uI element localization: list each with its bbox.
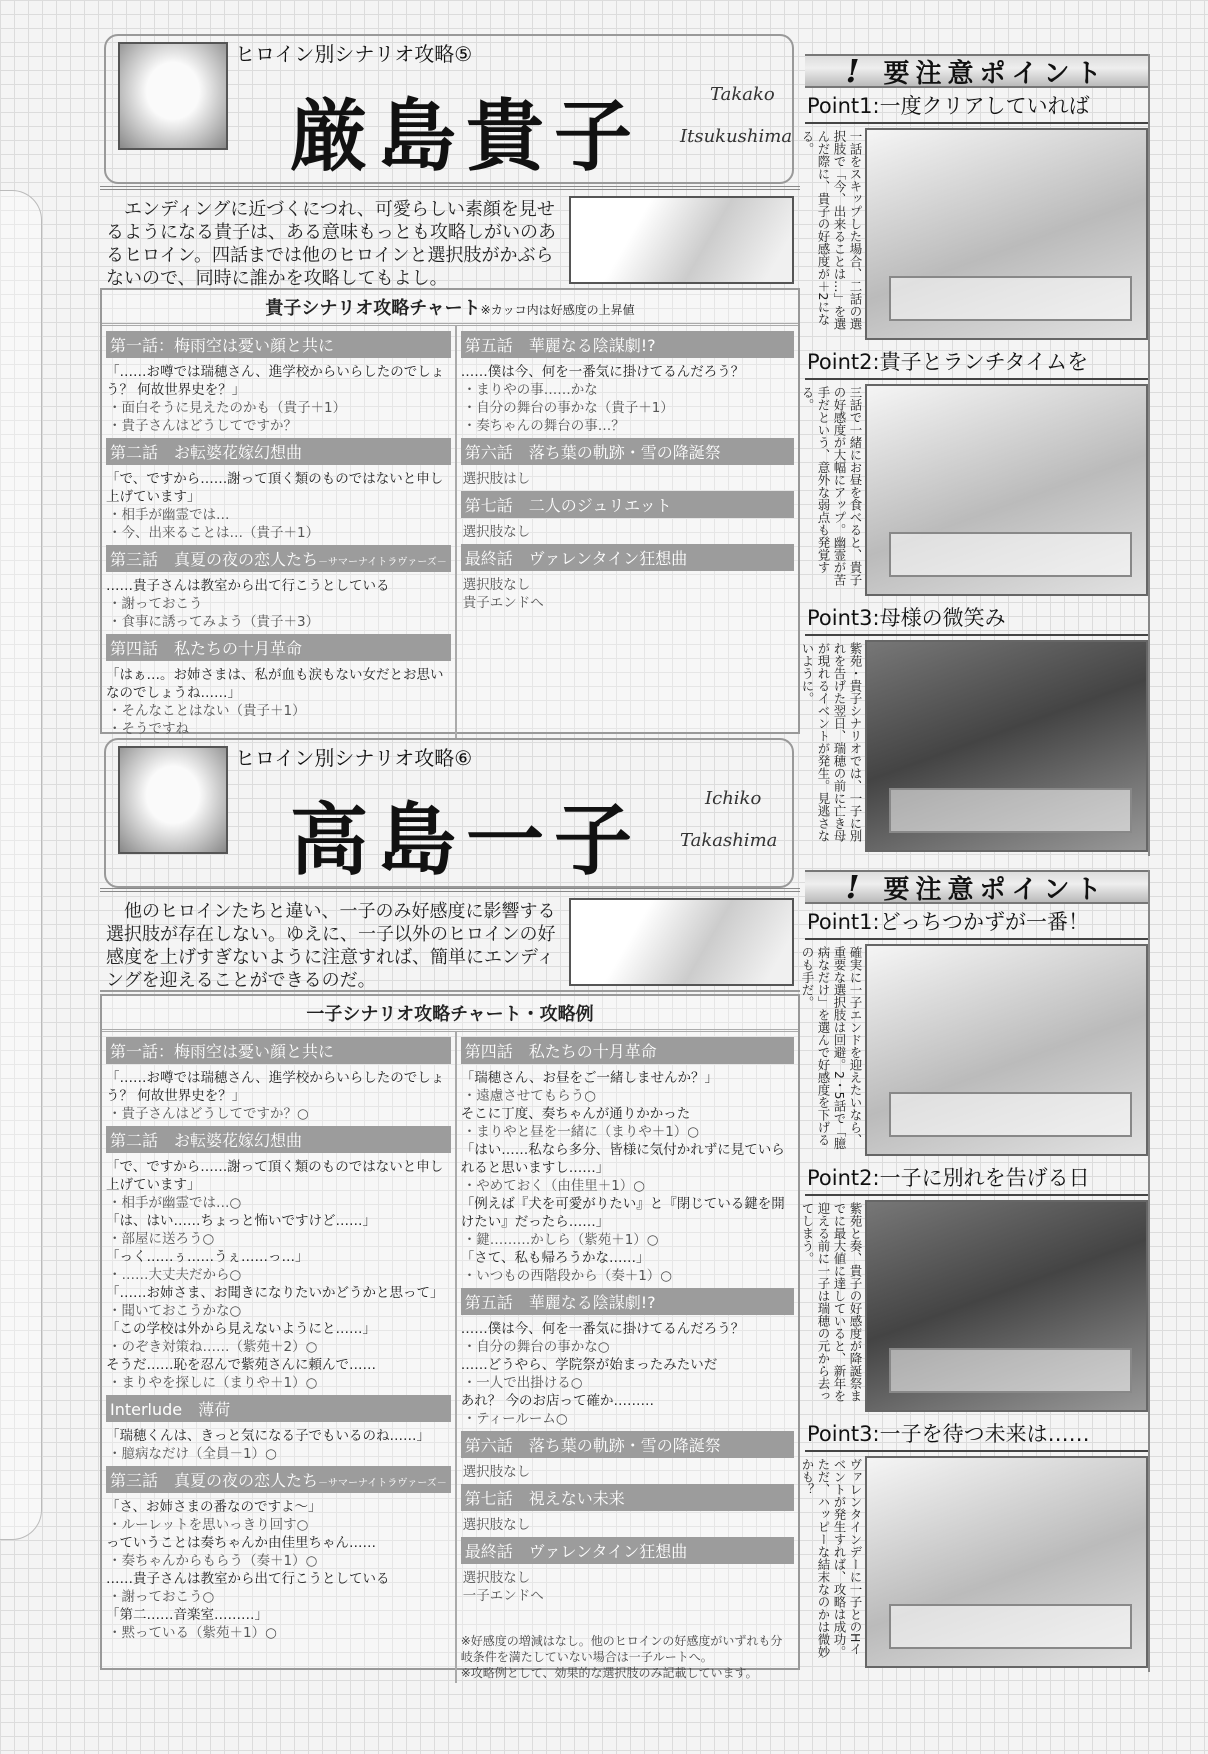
choice-option: ・ルーレットを思いっきり回す○ <box>108 1517 309 1533</box>
choice-option: ・部屋に送ろう○ <box>108 1231 215 1247</box>
episode-title: 第三話 真夏の夜の恋人たち <box>110 550 319 569</box>
dialogue-line: 「はぁ…。お姉さまは、私が血も涙もない女だとお思いなのでしょうね……」 <box>106 667 444 701</box>
takako-chart <box>100 288 800 737</box>
dialogue-line: あれ？ 今のお店って確か……… <box>460 1393 655 1409</box>
dialogue-box <box>889 788 1132 834</box>
choice-option: ・自分の舞台の事かな（貴子＋1） <box>462 400 674 416</box>
notice-header <box>805 870 1148 904</box>
point-title: Point2:貴子とランチタイムを <box>805 344 1148 380</box>
episode-title: 第五話 華麗なる陰謀劇!? <box>464 336 656 355</box>
point-body <box>800 940 1148 1160</box>
roman-last: Itsukushima <box>680 126 793 147</box>
dialogue-line: 「は、はい……ちょっと怖いですけど……」 <box>106 1213 376 1229</box>
takako-portrait <box>118 42 228 150</box>
episode-header <box>461 331 794 358</box>
episode-title: 第七話 視えない未来 <box>464 1489 625 1508</box>
choice-option: ・聞いておこうかな○ <box>108 1303 242 1319</box>
point-body <box>800 636 1148 856</box>
choice-option: ・まりやを探しに（まりや＋1）○ <box>108 1375 318 1391</box>
choice-option: ・臆病なだけ（全員－1）○ <box>108 1446 277 1462</box>
point-title: Point1:どっちつかずが一番！ <box>805 904 1148 940</box>
takako-intro <box>100 186 800 290</box>
point-description: 確実に一子エンドを迎えたいなら、重要な選択肢は回避。2・5話で「臆病なだけ」を選んで好感度を下げるのも手だ。 <box>800 946 863 1150</box>
episode-title: 第五話 華麗なる陰謀劇!? <box>464 1293 656 1312</box>
episode-header <box>461 1288 794 1315</box>
dialogue-line: 「で、ですから……謝って頂く類のものではないと申し上げています」 <box>106 1159 444 1193</box>
dialogue-line: 「第二……音楽室………」 <box>106 1607 268 1623</box>
choice-option: ・遠慮させてもらう○ <box>462 1088 596 1104</box>
dialogue-line: ……どうやら、学院祭が始まったみたいだ <box>460 1357 718 1373</box>
dialogue-line: 「例えば『犬を可愛がりたい』と『閉じている鍵を開けたい』だったら……」 <box>460 1196 785 1230</box>
episode-header <box>461 1431 794 1458</box>
dialogue-line: 「はい……私なら多分、皆様に気付かれずに見ていられると思いますし……」 <box>460 1142 785 1176</box>
episode-title: 第四話 私たちの十月革命 <box>110 639 303 658</box>
choice-option: ・そんなことはない（貴子＋1） <box>108 703 306 719</box>
takako-header <box>100 34 800 194</box>
choice-option: ・奏ちゃんの舞台の事…？ <box>462 418 625 434</box>
dialogue-line: ……僕は今、何を一番気に掛けてるんだろう？ <box>460 1321 745 1337</box>
dialogue-line: 「……お噂では瑞穂さん、進学校からいらしたのでしょう？ 何故世界史を？」 <box>106 364 445 398</box>
chart-note: ※カッコ内は好感度の上昇値 <box>480 303 635 317</box>
takako-illustration <box>569 196 794 284</box>
dialogue-line: 「瑞穂さん、お昼をご一緒しませんか？」 <box>460 1070 719 1086</box>
episode-title: 第二話 お転婆花嫁幻想曲 <box>110 443 303 462</box>
choice-option: 選択肢なし <box>462 524 531 540</box>
chart-title-text: 貴子シナリオ攻略チャート <box>265 298 481 319</box>
takako-points-panel <box>800 52 1150 856</box>
game-screenshot <box>865 1456 1148 1668</box>
choice-option: ・今、出来ることは…（貴子＋1） <box>108 525 320 541</box>
dialogue-line: ……貴子さんは教室から出て行こうとしている <box>106 578 390 594</box>
choice-option: ・相手が幽霊では… <box>108 507 230 523</box>
page-binding-cutout <box>0 190 42 1540</box>
episode-header <box>106 331 451 358</box>
choice-option: ・のぞき対策ね……（紫苑＋2）○ <box>108 1339 318 1355</box>
point-description: 紫苑・貴子シナリオでは、一子に別れを告げた翌日、瑞穂の前に亡き母が現れるイベントが発生。見逃さないように。 <box>800 642 863 842</box>
dialogue-box <box>889 1604 1132 1650</box>
notice-header <box>805 54 1148 88</box>
game-screenshot <box>865 944 1148 1156</box>
episode-title: Interlude 薄荷 <box>110 1400 231 1419</box>
choice-option: ・謝っておこう○ <box>108 1589 215 1605</box>
dialogue-line: 「さ、お姉さまの番なのですよ～」 <box>106 1499 322 1515</box>
chart-title <box>102 996 798 1032</box>
choice-option: ・相手が幽霊では…○ <box>108 1195 242 1211</box>
dialogue-line: 「っく……ぅ……うぇ……っ…」 <box>106 1249 309 1265</box>
point-body <box>800 1196 1148 1416</box>
choice-option: ・自分の舞台の事かな○ <box>462 1339 610 1355</box>
point-title: Point2:一子に別れを告げる日 <box>805 1160 1148 1196</box>
episode-header <box>461 1537 794 1564</box>
point-description: 紫苑と奏、貴子の好感度が降誕祭までに最大値に達していると、新年を迎える前に一子は瑞穂の元から去ってしまう。 <box>800 1202 863 1402</box>
dialogue-line: そこに丁度、奏ちゃんが通りかかった <box>460 1106 691 1122</box>
episode-title: 最終話 ヴァレンタイン狂想曲 <box>464 549 688 568</box>
episode-header <box>106 634 451 661</box>
episode-subtitle: －サマーナイトラヴァーズ－ <box>318 557 447 568</box>
episode-title: 第六話 落ち葉の軌跡・雪の降誕祭 <box>464 443 721 462</box>
episode-header <box>106 1126 451 1153</box>
point-description: ヴァレンタインデーに一子とのHイベントが発生すれば、攻略は成功。ただ、ハッピーな結末なのかは微妙かも？ <box>800 1458 863 1658</box>
choice-option: 選択肢なし <box>462 1517 531 1533</box>
episode-header <box>461 491 794 518</box>
choice-option: 一子エンドへ <box>462 1588 544 1604</box>
point-title: Point1:一度クリアしていれば <box>805 88 1148 124</box>
ichiko-intro <box>100 888 800 992</box>
episode-header <box>106 545 451 572</box>
episode-subtitle: －サマーナイトラヴァーズ－ <box>318 1478 447 1489</box>
dialogue-line: 「……お噂では瑞穂さん、進学校からいらしたのでしょう？ 何故世界史を？」 <box>106 1070 445 1104</box>
point-title: Point3:一子を待つ未来は…… <box>805 1416 1148 1452</box>
dialogue-line: 「この学校は外から見えないようにと……」 <box>106 1321 376 1337</box>
episode-header <box>461 544 794 571</box>
dialogue-line: 「……お姉さま、お聞きになりたいかどうかと思って」 <box>106 1285 444 1301</box>
game-screenshot <box>865 128 1148 340</box>
choice-option: 選択肢はし <box>462 471 531 487</box>
choice-option: ・貴子さんはどうしてですか？○ <box>108 1106 309 1122</box>
roman-first: Ichiko <box>705 788 762 809</box>
choice-option: ・いつもの西階段から（奏＋1）○ <box>462 1268 673 1284</box>
dialogue-box <box>889 532 1132 578</box>
chart-title <box>102 290 798 326</box>
choice-option: ・謝っておこう <box>108 596 203 612</box>
choice-option: 貴子エンドへ <box>462 595 544 611</box>
episode-header <box>461 1484 794 1511</box>
footnote: ※攻略例として、効果的な選択肢のみ記載しています。 <box>460 1666 758 1680</box>
episode-title: 第四話 私たちの十月革命 <box>464 1042 657 1061</box>
episode-title: 第七話 二人のジュリエット <box>464 496 672 515</box>
episode-header <box>106 1037 451 1064</box>
episode-title: 第一話：梅雨空は憂い顔と共に <box>110 1042 335 1061</box>
roman-first: Takako <box>710 84 775 105</box>
chart-right-column <box>455 326 798 740</box>
footnote: ※好感度の増減はなし。他のヒロインの好感度がいずれも分岐条件を満たしていない場合は一子ルートへ。 <box>460 1634 783 1664</box>
episode-header <box>106 1395 451 1422</box>
series-label: ヒロイン別シナリオ攻略⑤ <box>235 42 473 66</box>
episode-header <box>461 438 794 465</box>
choice-option: ・まりやの事……かな <box>462 382 598 398</box>
choice-option: ・ティールーム○ <box>462 1411 568 1427</box>
point-title: Point3:母様の微笑み <box>805 600 1148 636</box>
intro-text: 他のヒロインたちと違い、一子のみ好感度に影響する選択肢が存在しない。ゆえに、一子以外のヒロインの好感度を上げすぎないように注意すれば、簡単にエンディングを迎えることができるのだ。 <box>106 901 556 991</box>
choice-option: 選択肢なし <box>462 1464 531 1480</box>
heroine-name: 厳島貴子 <box>290 91 643 182</box>
point-body <box>800 1452 1148 1672</box>
choice-option: ・食事に誘ってみよう（貴子＋3） <box>108 614 320 630</box>
choice-option: ・……大丈夫だから○ <box>108 1267 242 1283</box>
episode-title: 第二話 お転婆花嫁幻想曲 <box>110 1131 303 1150</box>
dialogue-line: 「で、ですから……謝って頂く類のものではないと申し上げています」 <box>106 471 444 505</box>
ichiko-chart <box>100 994 800 1680</box>
chart-title-text: 一子シナリオ攻略チャート・攻略例 <box>306 1004 594 1025</box>
choice-option: ・まりやと昼を一緒に（まりや＋1）○ <box>462 1124 700 1140</box>
choice-option: ・鍵………かしら（紫苑＋1）○ <box>462 1232 659 1248</box>
dialogue-box <box>889 1092 1132 1138</box>
choice-option: ・面白そうに見えたのかも（貴子＋1） <box>108 400 347 416</box>
choice-option: 選択肢なし <box>462 1570 531 1586</box>
choice-option: ・そうですね <box>108 721 189 737</box>
chart-left-column <box>102 1032 455 1683</box>
choice-option: 選択肢なし <box>462 577 531 593</box>
choice-option: ・黙っている（紫苑＋1）○ <box>108 1625 277 1641</box>
chart-left-column <box>102 326 455 740</box>
notice-title: 要注意ポイント <box>883 874 1108 905</box>
chart-right-column <box>455 1032 798 1683</box>
point-body <box>800 124 1148 344</box>
episode-title: 第六話 落ち葉の軌跡・雪の降誕祭 <box>464 1436 721 1455</box>
dialogue-box <box>889 276 1132 322</box>
intro-text: エンディングに近づくにつれ、可愛らしい素顔を見せるようになる貴子は、ある意味もっとも攻略しがいのあるヒロイン。四話までは他のヒロインと選択肢がかぶらないので、同時に誰かを攻略してもよし。 <box>106 199 556 289</box>
exclamation-icon: ! <box>845 868 866 906</box>
ichiko-illustration <box>569 898 794 986</box>
choice-option: ・貴子さんはどうしてですか？ <box>108 418 297 434</box>
game-screenshot <box>865 640 1148 852</box>
choice-option: ・奏ちゃんからもらう（奏＋1）○ <box>108 1553 318 1569</box>
episode-title: 第三話 真夏の夜の恋人たち <box>110 1471 319 1490</box>
ichiko-header <box>100 738 800 898</box>
notice-title: 要注意ポイント <box>883 58 1108 89</box>
episode-header <box>106 1466 451 1493</box>
point-body <box>800 380 1148 600</box>
episode-title: 最終話 ヴァレンタイン狂想曲 <box>464 1542 688 1561</box>
dialogue-line: そうだ……恥を忍んで紫苑さんに頼んで…… <box>106 1357 376 1373</box>
choice-option: ・一人で出掛ける○ <box>462 1375 583 1391</box>
chart-footnotes <box>461 1633 794 1681</box>
point-description: 一話をスキップした場合、二話の選択肢で「今、出来ることは…」を選んだ際に、貴子の好感度が＋2になる。 <box>800 130 863 330</box>
exclamation-icon: ! <box>845 52 866 90</box>
dialogue-line: っていうことは奏ちゃんか由佳里ちゃん…… <box>106 1535 376 1551</box>
ichiko-points-panel <box>800 868 1150 1672</box>
episode-title: 第一話：梅雨空は憂い顔と共に <box>110 336 335 355</box>
choice-option: ・やめておく（由佳里＋1）○ <box>462 1178 646 1194</box>
point-description: 三話で一緒にお昼を食べると、貴子の好感度が大幅にアップ。幽霊が苦手だという、意外な弱点も発覚する。 <box>800 386 863 586</box>
dialogue-line: ……貴子さんは教室から出て行こうとしている <box>106 1571 390 1587</box>
game-screenshot <box>865 1200 1148 1412</box>
episode-header <box>461 1037 794 1064</box>
dialogue-line: 「さて、私も帰ろうかな……」 <box>460 1250 650 1266</box>
dialogue-box <box>889 1348 1132 1394</box>
dialogue-line: ……僕は今、何を一番気に掛けてるんだろう？ <box>460 364 745 380</box>
roman-last: Takashima <box>680 830 778 851</box>
dialogue-line: 「瑞穂くんは、きっと気になる子でもいるのね……」 <box>106 1428 430 1444</box>
series-label: ヒロイン別シナリオ攻略⑥ <box>235 746 473 770</box>
game-screenshot <box>865 384 1148 596</box>
episode-header <box>106 438 451 465</box>
heroine-name: 高島一子 <box>290 795 643 886</box>
ichiko-portrait <box>118 746 228 854</box>
